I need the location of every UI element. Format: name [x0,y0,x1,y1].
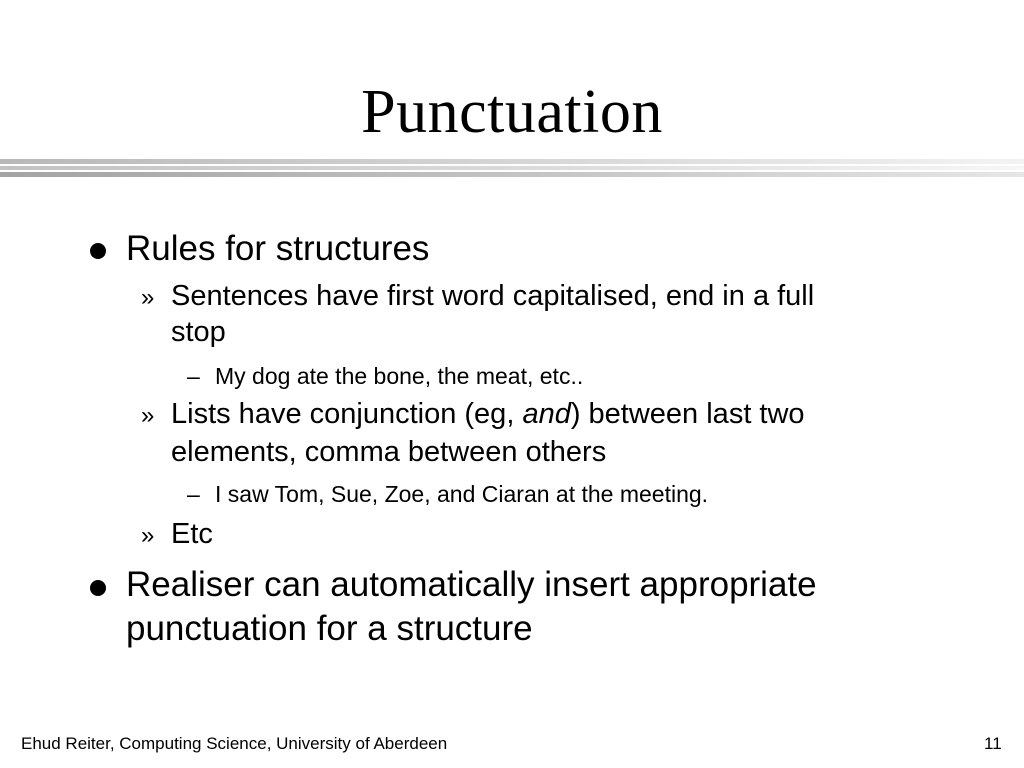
bullet-dot-icon [90,580,106,596]
slide-number: 11 [984,734,1002,753]
footer-author: Ehud Reiter, Computing Science, University of Aberdeen [21,734,448,753]
bullet-sentences-line-1: Sentences have first word capitalised, end in a full [171,280,815,312]
chevron-double-right-icon: » [141,284,155,311]
bullet-sentences-line-2: stop [171,316,226,348]
lists-emphasis-and: and [522,398,571,430]
bullet-etc: Etc [171,518,213,550]
slide-title: Punctuation [361,78,663,146]
bullet-realiser-line-2: punctuation for a structure [126,609,533,648]
chevron-double-right-icon: » [141,522,155,549]
dash-icon: – [187,481,200,507]
bullet-sentences-example: My dog ate the bone, the meat, etc.. [215,363,584,389]
bullet-realiser-line-1: Realiser can automatically insert appropriate [126,565,817,604]
lists-text-after: ) between last two [570,398,805,430]
chevron-double-right-icon: » [141,402,155,429]
bullet-lists-line-1 [171,396,805,432]
lists-text-before: Lists have conjunction (eg, [171,398,523,430]
bullet-rules-heading: Rules for structures [126,229,430,268]
dash-icon: – [187,363,200,389]
bullet-lists-line-2: elements, comma between others [171,436,607,468]
bullet-lists-example: I saw Tom, Sue, Zoe, and Ciaran at the meeting. [215,481,709,507]
bullet-dot-icon [90,243,106,259]
